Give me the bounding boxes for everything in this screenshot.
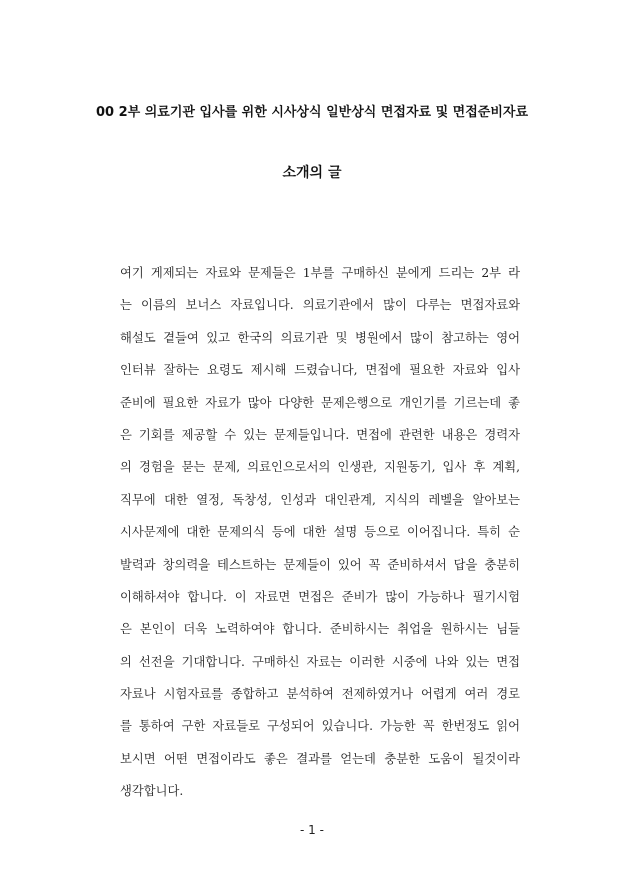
body-line: 자료나 시험자료를 종합하고 분석하여 전제하였거나 어렵게 여러 경로 <box>120 687 520 702</box>
body-line: 발력과 창의력을 테스트하는 문제들이 있어 꼭 준비하셔서 답을 충분히 <box>120 557 520 572</box>
page-number: - 1 - <box>300 823 324 837</box>
body-line: 해설도 곁들여 있고 한국의 의료기관 및 병원에서 많이 참고하는 영어 <box>120 330 520 345</box>
body-line: 인터뷰 잘하는 요령도 제시해 드렸습니다, 면접에 필요한 자료와 입사 <box>120 363 520 378</box>
intro-body-text <box>120 264 520 815</box>
document-title: 00 2부 의료기관 입사를 위한 시사상식 일반상식 면접자료 및 면접준비자료 <box>95 105 529 120</box>
body-line: 준비에 필요한 자료가 많아 다양한 문제은행으로 개인기를 기르는데 좋 <box>120 395 520 410</box>
body-line: 생각합니다. <box>120 784 184 799</box>
body-line: 를 통하여 구한 자료들로 구성되어 있습니다. 가능한 꼭 한번정도 읽어 <box>120 719 520 734</box>
body-line: 여기 게제되는 자료와 문제들은 1부를 구매하신 분에게 드리는 2부 라 <box>120 266 520 280</box>
body-line: 보시면 어떤 면접이라도 좋은 결과를 얻는데 충분한 도움이 될것이라 <box>120 751 520 766</box>
body-line: 직무에 대한 열정, 독창성, 인성과 대인관계, 지식의 레벨을 알아보는 <box>120 492 520 507</box>
body-line: 이해하셔야 합니다. 이 자료면 면접은 준비가 많이 가능하나 필기시험 <box>120 589 520 604</box>
intro-heading: 소개의 글 <box>282 165 342 181</box>
body-line: 의 선전을 기대합니다. 구매하신 자료는 이러한 시중에 나와 있는 면접 <box>120 654 520 669</box>
body-line: 의 경험을 묻는 문제, 의료인으로서의 인생관, 지원동기, 입사 후 계획, <box>120 460 520 475</box>
body-line: 는 이름의 보너스 자료입니다. 의료기관에서 많이 다루는 면접자료와 <box>120 298 520 313</box>
body-line: 은 기회를 제공할 수 있는 문제들입니다. 면접에 관련한 내용은 경력자 <box>120 427 520 442</box>
body-line: 시사문제에 대한 문제의식 등에 대한 설명 등으로 이어집니다. 특히 순 <box>120 525 520 540</box>
body-line: 은 본인이 더욱 노력하여야 합니다. 준비하시는 취업을 원하시는 님들 <box>120 622 520 637</box>
